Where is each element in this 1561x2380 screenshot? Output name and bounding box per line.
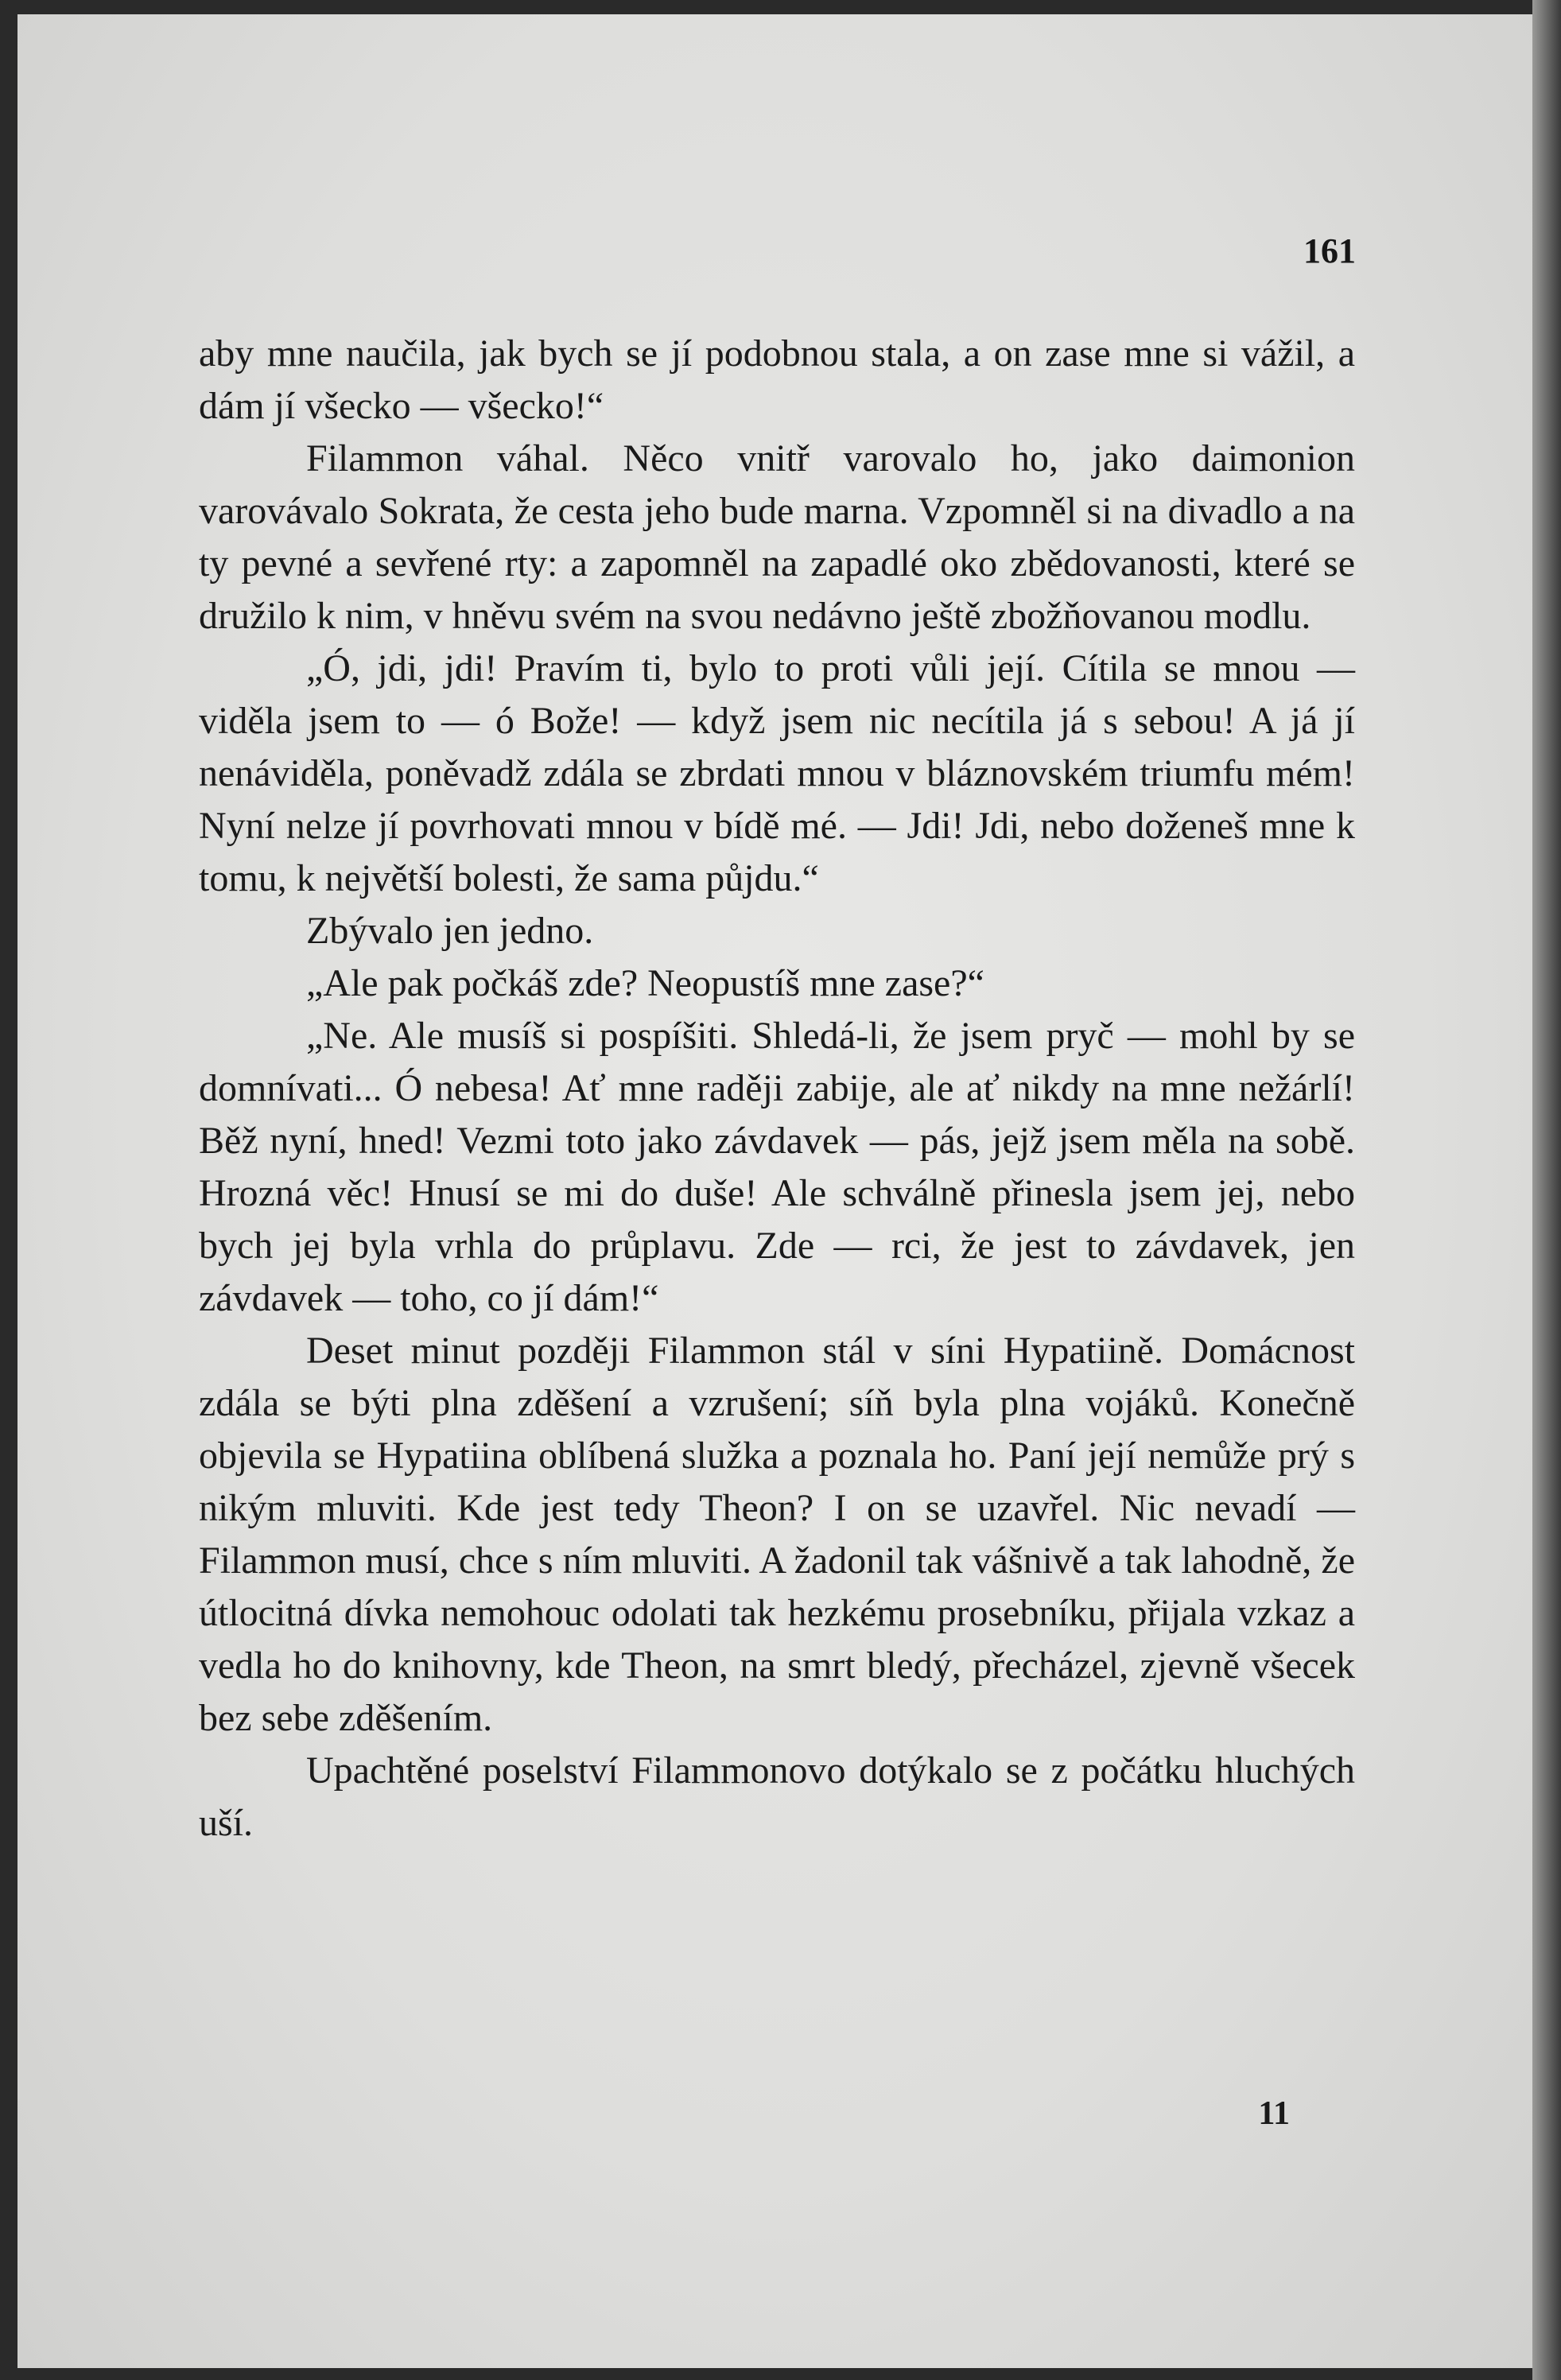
paragraph: Deset minut později Filammon stál v síni Hypatiině. Domácnost zdála se býti plna zděšení a vzrušení; síň byla plna vojáků. Konečně objevila se Hypatiina oblíbená služka a poznala ho. Paní její nemůže prý s nikým mluviti. Kde jest tedy Theon? I on se uzavřel. Nic nevadí — Filammon musí, chce s ním mluviti. A žadonil tak vášnivě a tak lahodně, že útlocitná dívka nemohouc odolati tak hezkému prosebníku, přijala vzkaz a vedla ho do knihovny, kde Theon, na smrt bledý, přecházel, zjevně všecek bez sebe zděšením. [199, 1330, 1355, 1739]
paragraph: Upachtěné poselství Filammonovo dotýkalo se z počátku hluchých uší. [199, 1749, 1355, 1844]
body-text [199, 328, 1355, 1850]
paragraph: „Ale pak počkáš zde? Neopustíš mne zase?“ [306, 962, 984, 1004]
paragraph: Zbývalo jen jedno. [306, 910, 594, 952]
paragraph: „Ó, jdi, jdi! Pravím ti, bylo to proti vůli její. Cítila se mnou — viděla jsem to — ó Bože! — když jsem nic necítila já s sebou! A já jí nenáviděla, poněvadž zdála se zbrdati mnou v bláznovském triumfu mém! Nyní nelze jí povrhovati mnou v bídě mé. — Jdi! Jdi, nebo doženeš mne k tomu, k největší bolesti, že sama půjdu.“ [199, 647, 1355, 899]
paragraph: „Ne. Ale musíš si pospíšiti. Shledá-li, že jsem pryč — mohl by se domnívati... Ó nebesa! Ať mne raději zabije, ale ať nikdy na mne nežárlí! Běž nyní, hned! Vezmi toto jako závdavek — pás, jejž jsem měla na sobě. Hrozná věc! Hnusí se mi do duše! Ale schválně přinesla jsem jej, nebo bych jej byla vrhla do průplavu. Zde — rci, že jest to závdavek, jen závdavek — toho, co jí dám!“ [199, 1015, 1355, 1319]
paragraph: Filammon váhal. Něco vnitř varovalo ho, jako daimonion varovávalo Sokrata, že cesta jeho bude marna. Vzpomněl si na divadlo a na ty pevné a sevřené rty: a zapomněl na zapadlé oko zbědovanosti, které se družilo k nim, v hněvu svém na svou nedávno ještě zbožňovanou modlu. [199, 437, 1355, 637]
book-page [17, 14, 1532, 2368]
page-edge-shadow [1532, 0, 1561, 2380]
signature-mark: 11 [1258, 2095, 1290, 2132]
page-number: 161 [1303, 231, 1356, 270]
paragraph: aby mne naučila, jak bych se jí podobnou stala, a on zase mne si vážil, a dám jí všecko — všecko!“ [199, 332, 1355, 427]
